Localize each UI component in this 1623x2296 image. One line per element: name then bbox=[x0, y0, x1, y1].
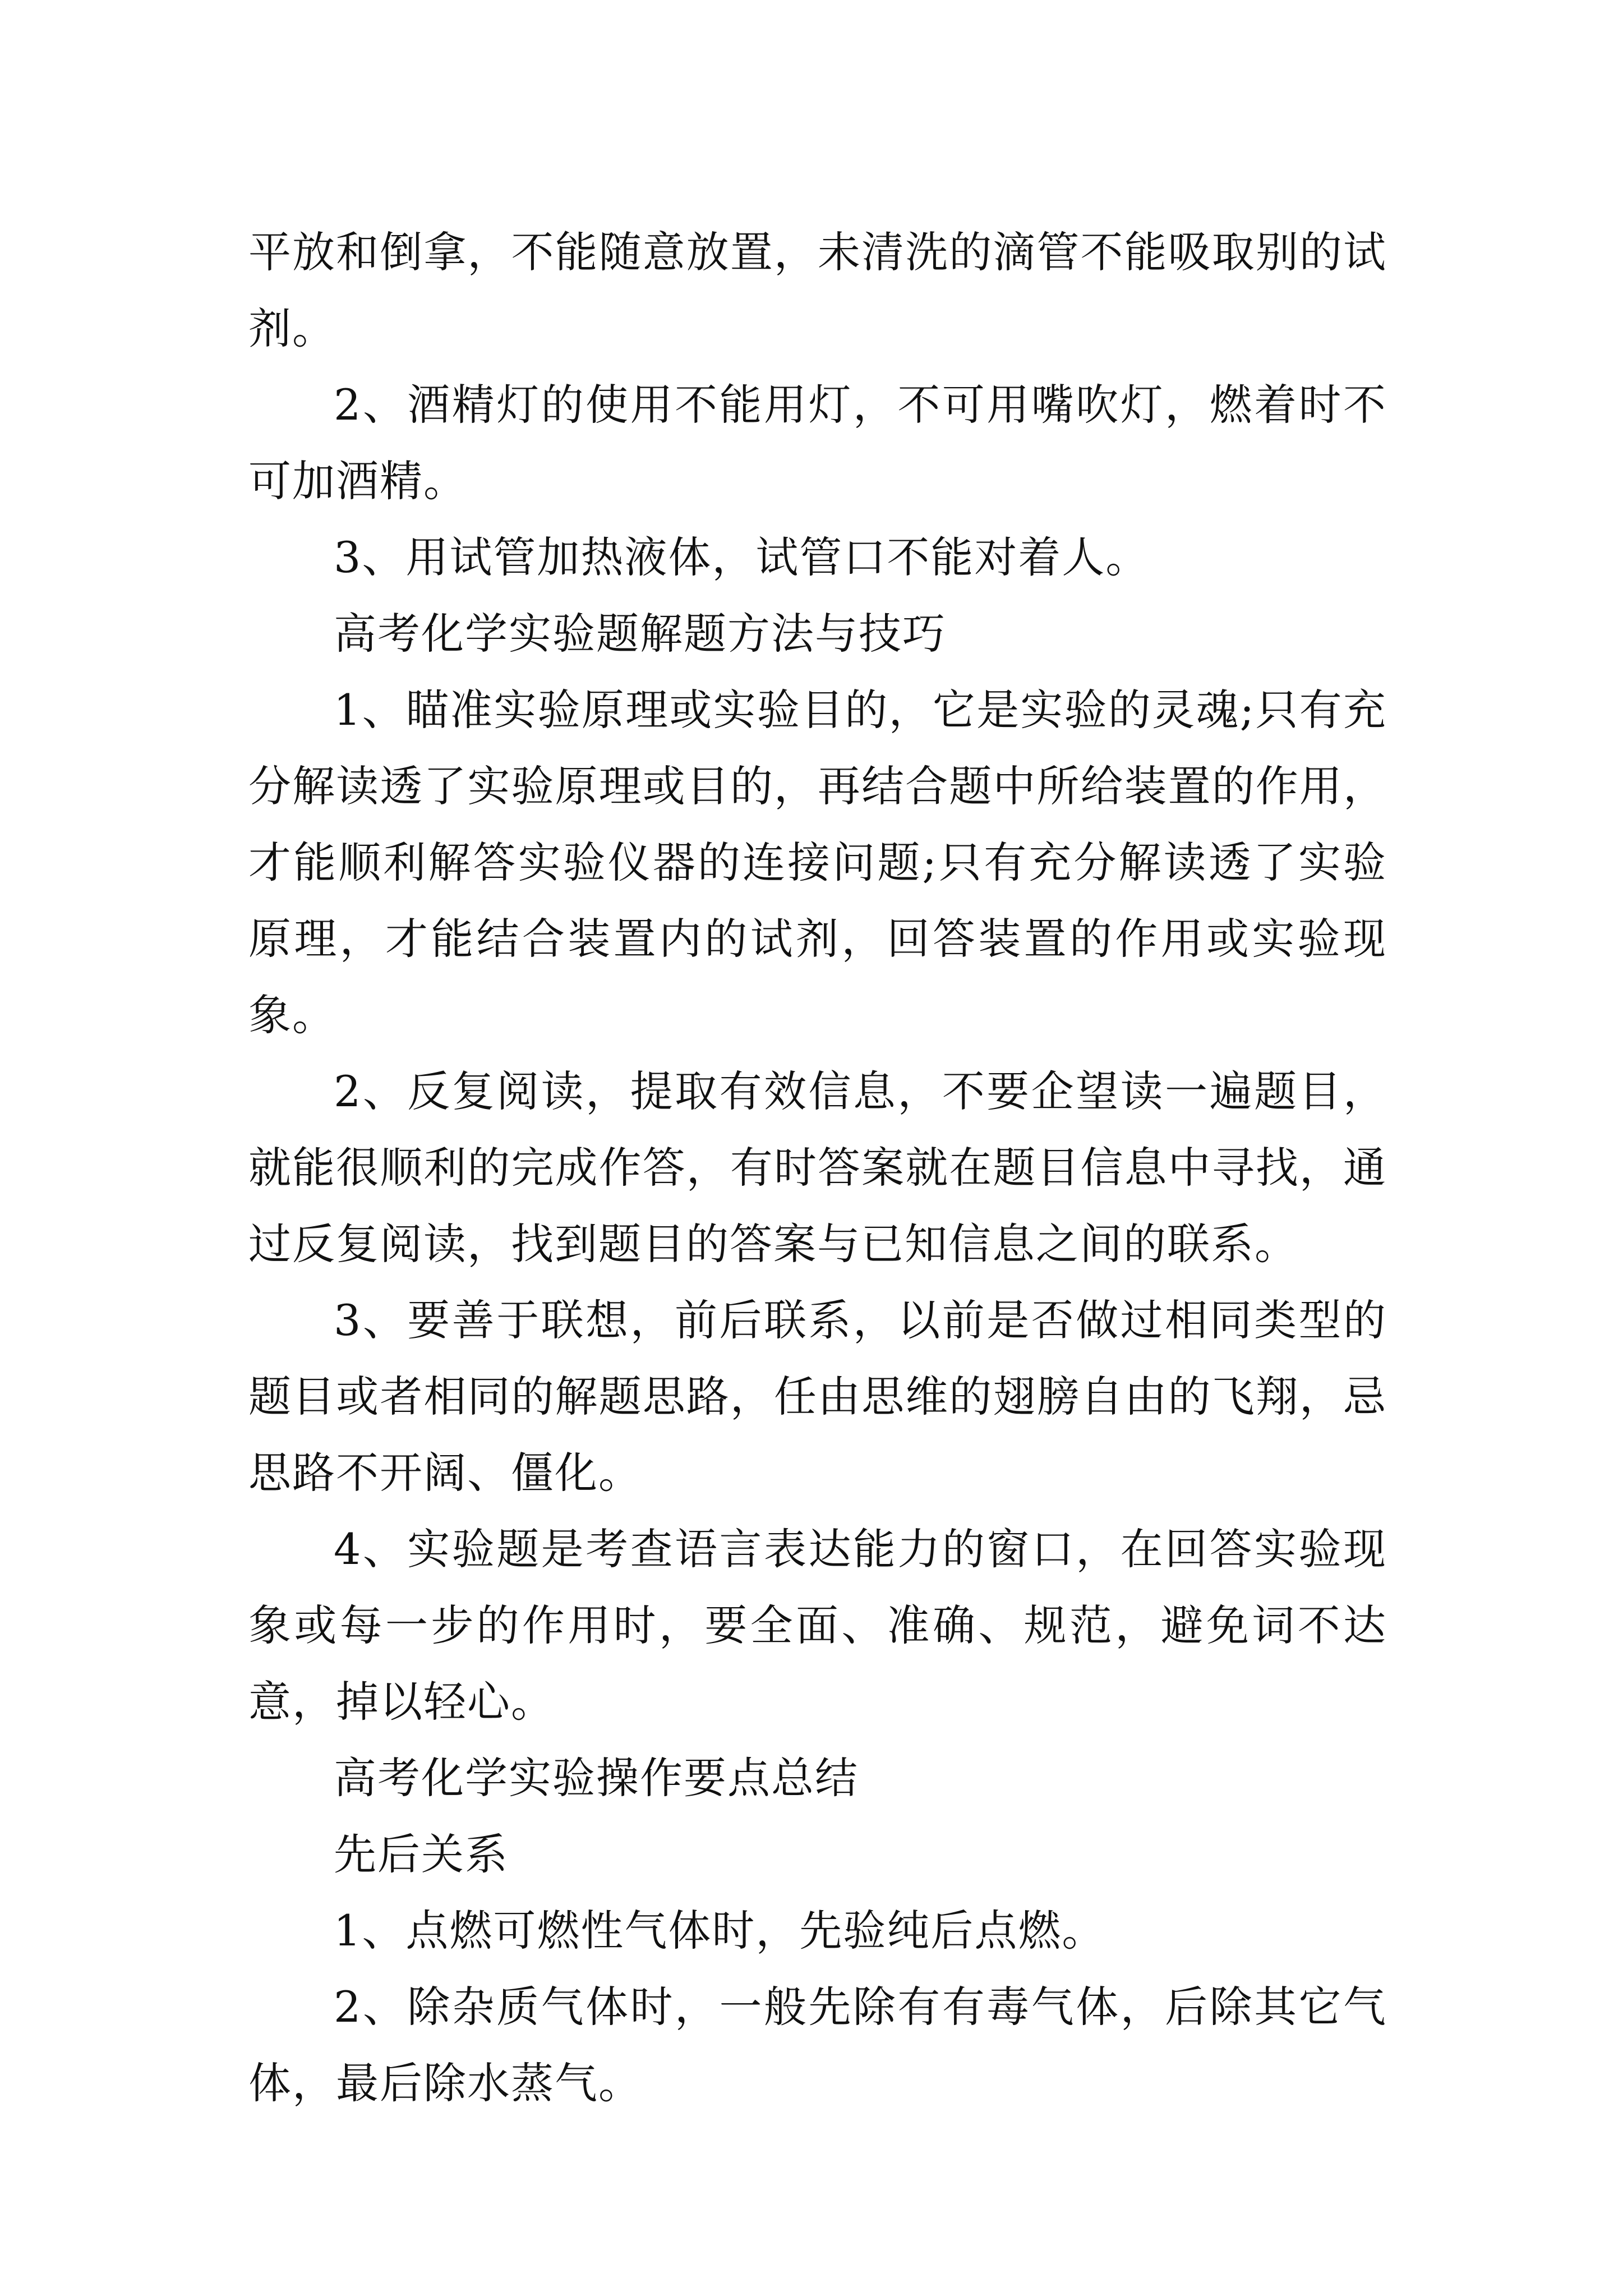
paragraph-7: 3、要善于联想，前后联系，以前是否做过相同类型的题目或者相同的解题思路，任由思维的翅膀自由的飞翔，忌思路不开阔、僵化。 bbox=[248, 1295, 1387, 1498]
paragraph-11: 1、点燃可燃性气体时，先验纯后点燃。 bbox=[334, 1906, 1106, 1955]
paragraph-12: 2、除杂质气体时，一般先除有有毒气体，后除其它气体，最后除水蒸气。 bbox=[248, 1982, 1387, 2108]
paragraph-1: 平放和倒拿，不能随意放置，未清洗的滴管不能吸取别的试剂。 bbox=[248, 227, 1387, 353]
document-body bbox=[248, 214, 1387, 2122]
section-heading-operation-points: 高考化学实验操作要点总结 bbox=[334, 1753, 859, 1803]
paragraph-3: 3、用试管加热液体，试管口不能对着人。 bbox=[334, 532, 1150, 582]
paragraph-6: 2、反复阅读，提取有效信息，不要企望读一遍题目，就能很顺利的完成作答，有时答案就在题目信息中寻找，通过反复阅读，找到题目的答案与已知信息之间的联系。 bbox=[248, 1066, 1387, 1269]
subheading-sequence: 先后关系 bbox=[334, 1829, 509, 1879]
paragraph-8: 4、实验题是考查语言表达能力的窗口，在回答实验现象或每一步的作用时，要全面、准确、规范，避免词不达意，掉以轻心。 bbox=[248, 1524, 1387, 1727]
paragraph-5: 1、瞄准实验原理或实验目的，它是实验的灵魂;只有充分解读透了实验原理或目的，再结合题中所给装置的作用，才能顺利解答实验仪器的连接问题;只有充分解读透了实验原理，才能结合装置内的试剂，回答装置的作用或实验现象。 bbox=[248, 685, 1387, 1040]
paragraph-2: 2、酒精灯的使用不能用灯，不可用嘴吹灯，燃着时不可加酒精。 bbox=[248, 380, 1387, 506]
section-heading-solving-methods: 高考化学实验题解题方法与技巧 bbox=[334, 609, 946, 659]
